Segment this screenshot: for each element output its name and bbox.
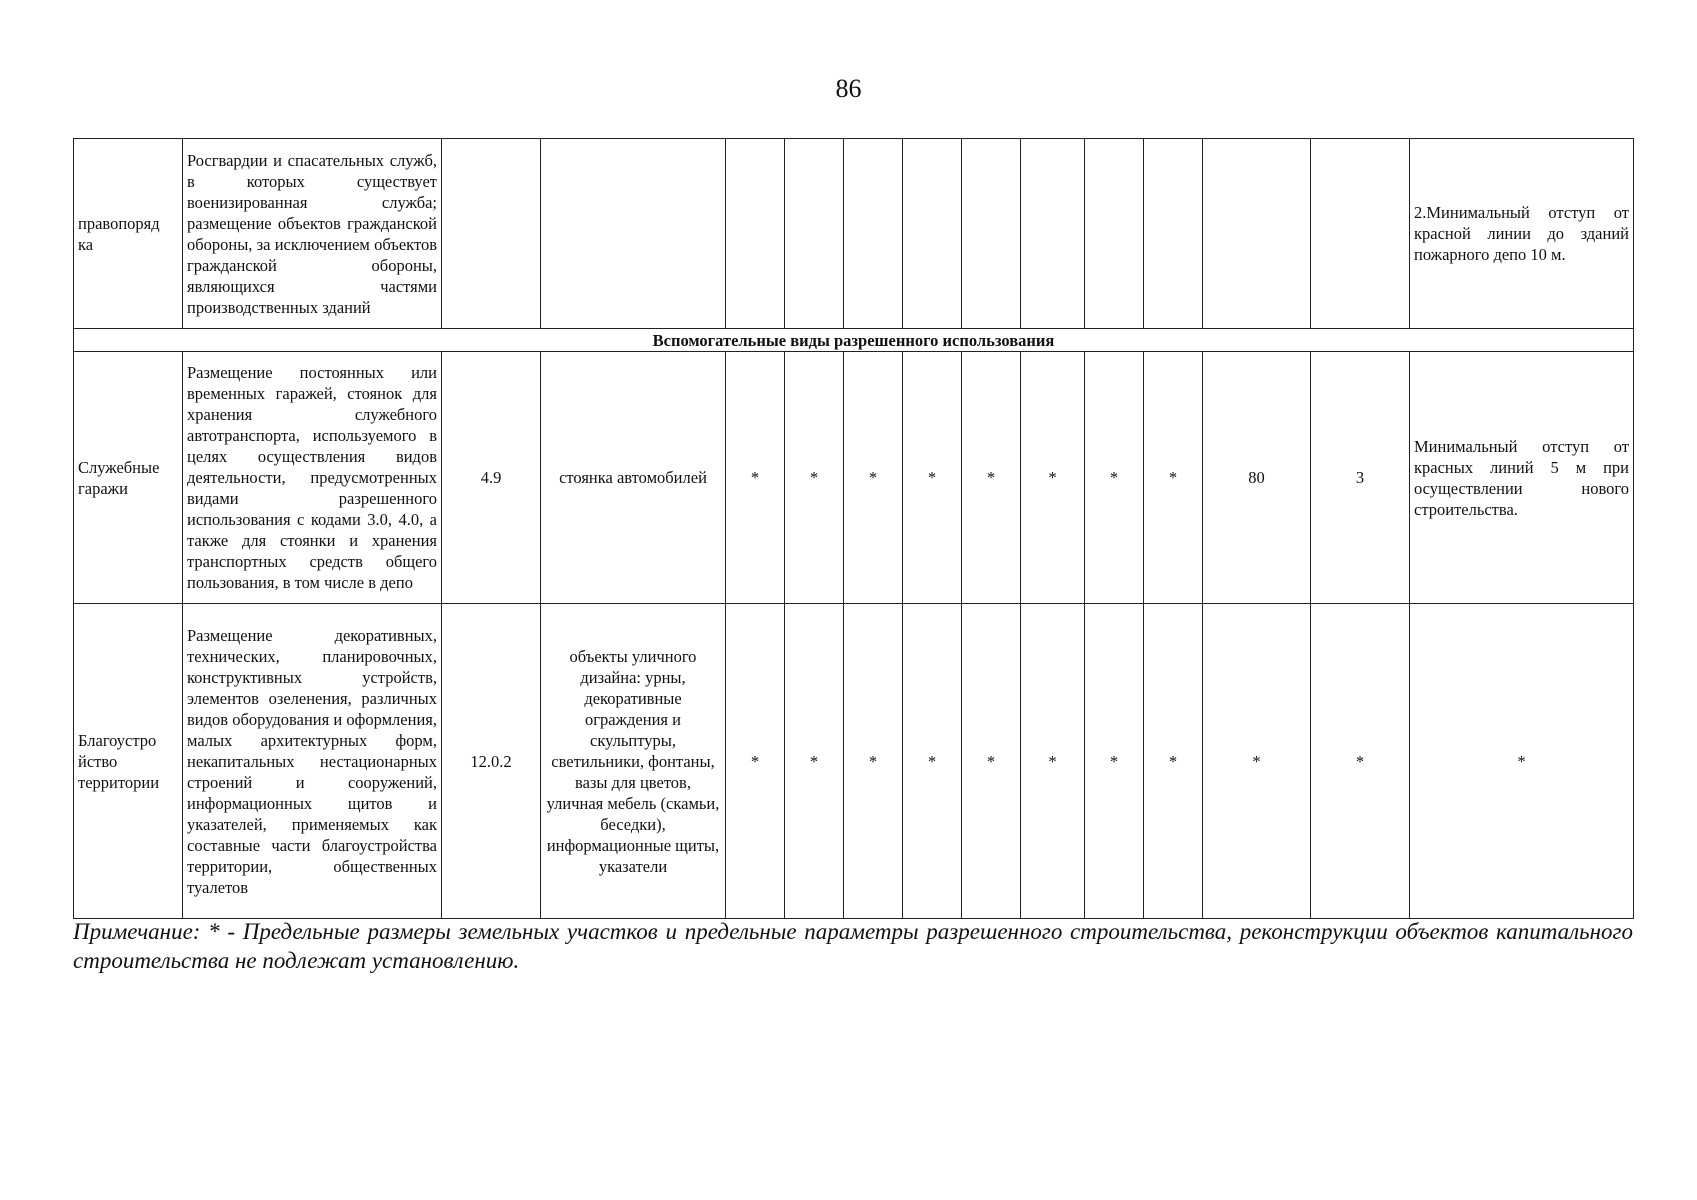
table-row bbox=[74, 604, 1634, 919]
table-footnote: Примечание: * - Предельные размеры земельных участков и предельные параметры разрешенного строительства, реконструкции объектов капитального строительства не подлежат установлению. bbox=[73, 919, 1633, 973]
parameter-cell: * bbox=[726, 604, 785, 919]
use-type-description: Размещение постоянных или временных гаражей, стоянок для хранения служебного автотранспорта, используемого в целях осуществления видов деятельности, предусмотренных видами разрешенного использования с кодами 3.0, 4.0, а также для стоянки и хранения транспортных средств общего пользования, в том числе в депо bbox=[183, 352, 442, 604]
parameter-cell bbox=[844, 139, 903, 329]
parameter-cell: * bbox=[1203, 604, 1311, 919]
parameter-cell: * bbox=[785, 352, 844, 604]
section-title: Вспомогательные виды разрешенного использования bbox=[74, 329, 1634, 352]
use-type-note: * bbox=[1410, 604, 1634, 919]
parameter-cell bbox=[903, 139, 962, 329]
parameter-cell: * bbox=[1021, 352, 1085, 604]
zoning-regulations-table bbox=[73, 138, 1634, 919]
parameter-cell: * bbox=[903, 604, 962, 919]
parameter-cell: * bbox=[1085, 352, 1144, 604]
parameter-cell bbox=[1144, 139, 1203, 329]
parameter-cell: * bbox=[1144, 604, 1203, 919]
use-type-description: Размещение декоративных, технических, планировочных, конструктивных устройств, элементов озеленения, различных видов оборудования и оформления, малых архитектурных форм, некапитальных нестационарных строений и сооружений, информационных щитов и указателей, применяемых как составные части благоустройства территории, общественных туалетов bbox=[183, 604, 442, 919]
parameter-cell: * bbox=[1021, 604, 1085, 919]
use-type-code: 4.9 bbox=[442, 352, 541, 604]
parameter-cell bbox=[1085, 139, 1144, 329]
parameter-cell: 80 bbox=[1203, 352, 1311, 604]
parameter-cell bbox=[785, 139, 844, 329]
parameter-cell: * bbox=[1085, 604, 1144, 919]
parameter-cell: * bbox=[844, 352, 903, 604]
parameter-cell: * bbox=[903, 352, 962, 604]
parameter-cell: * bbox=[962, 352, 1021, 604]
parameter-cell bbox=[1021, 139, 1085, 329]
use-type-note: Минимальный отступ от красных линий 5 м при осуществлении нового строительства. bbox=[1410, 352, 1634, 604]
use-type-name: Служебные гаражи bbox=[74, 352, 183, 604]
parameter-cell: * bbox=[1144, 352, 1203, 604]
use-type-note: 2.Минимальный отступ от красной линии до зданий пожарного депо 10 м. bbox=[1410, 139, 1634, 329]
parameter-cell bbox=[962, 139, 1021, 329]
use-type-code: 12.0.2 bbox=[442, 604, 541, 919]
section-header-row bbox=[74, 329, 1634, 352]
table-row bbox=[74, 139, 1634, 329]
use-type-code bbox=[442, 139, 541, 329]
use-type-name: Благоустро йство территории bbox=[74, 604, 183, 919]
parameter-cell: * bbox=[844, 604, 903, 919]
permitted-objects bbox=[541, 139, 726, 329]
parameter-cell bbox=[1203, 139, 1311, 329]
use-type-name: правопоряд ка bbox=[74, 139, 183, 329]
use-type-description: Росгвардии и спасательных служб, в которых существует военизированная служба; размещение объектов гражданской обороны, за исключением объектов гражданской обороны, являющихся частями производственных зданий bbox=[183, 139, 442, 329]
page-number: 86 bbox=[835, 74, 862, 103]
permitted-objects: стоянка автомобилей bbox=[541, 352, 726, 604]
parameter-cell bbox=[726, 139, 785, 329]
parameter-cell: * bbox=[962, 604, 1021, 919]
parameter-cell bbox=[1311, 139, 1410, 329]
parameter-cell: * bbox=[785, 604, 844, 919]
parameter-cell: * bbox=[726, 352, 785, 604]
parameter-cell: 3 bbox=[1311, 352, 1410, 604]
permitted-objects: объекты уличного дизайна: урны, декоративные ограждения и скульптуры, светильники, фонтаны, вазы для цветов, уличная мебель (скамьи, беседки), информационные щиты, указатели bbox=[541, 604, 726, 919]
parameter-cell: * bbox=[1311, 604, 1410, 919]
table-row bbox=[74, 352, 1634, 604]
